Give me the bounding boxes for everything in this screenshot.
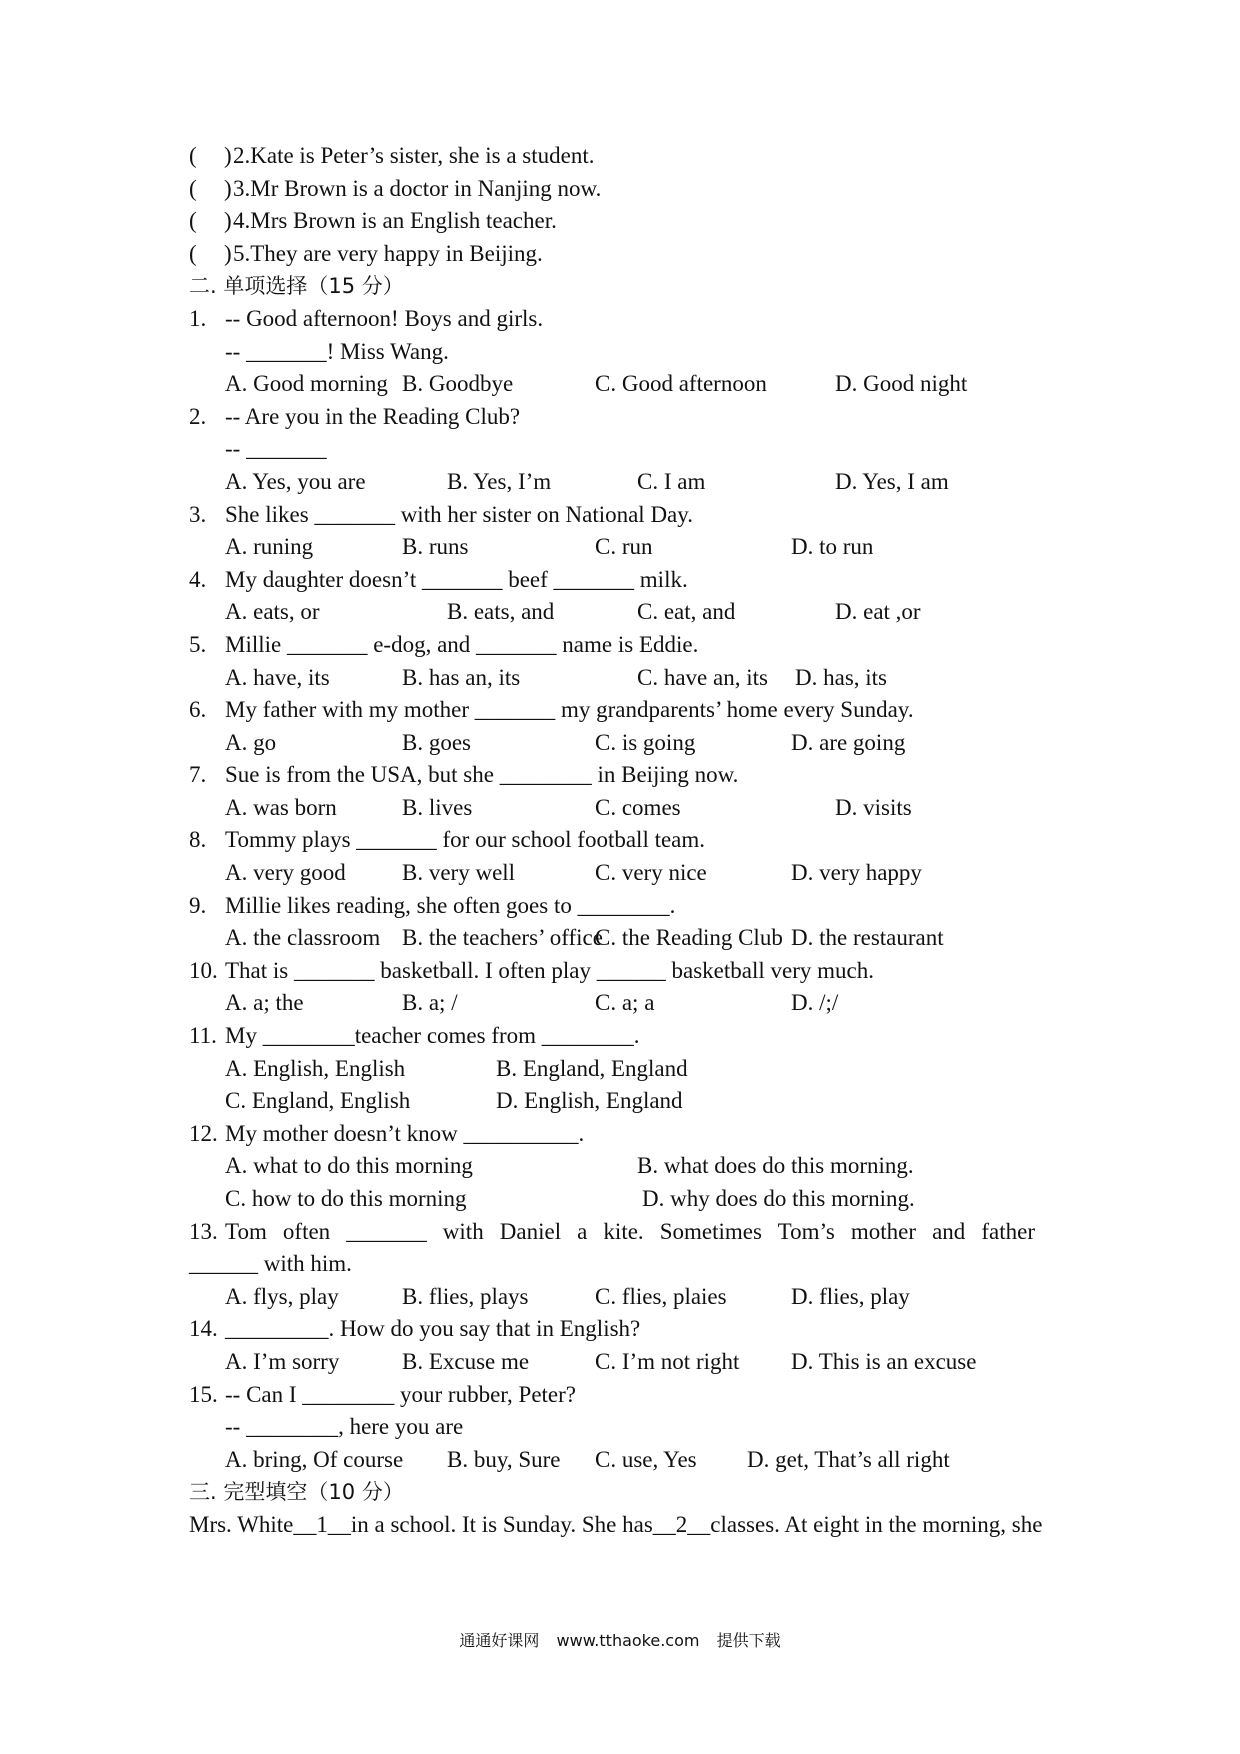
option-d: D. visits (835, 794, 912, 820)
option-d: D. are going (791, 729, 906, 755)
option-b: B. what does do this morning. (637, 1153, 914, 1179)
question-line (189, 955, 1069, 988)
option-d: D. the restaurant (791, 925, 944, 951)
option-d: D. flies, play (791, 1283, 910, 1309)
option-b: B. Excuse me (402, 1348, 530, 1374)
section-heading: 三. 完型填空（10 分） (189, 1480, 404, 1505)
question-line (189, 303, 1069, 336)
option-d: D. to run (791, 534, 874, 560)
question-number: 12. (189, 1120, 218, 1146)
question-number: 11. (189, 1023, 217, 1049)
option-d: D. Yes, I am (835, 468, 949, 494)
option-c: C. comes (595, 794, 681, 820)
option-d: D. /;/ (791, 990, 839, 1016)
question-text: Sue is from the USA, but she ________ in Beijing now. (225, 762, 739, 788)
option-c: C. Good afternoon (595, 371, 767, 397)
judgment-text: 3.Mr Brown is a doctor in Nanjing now. (233, 175, 602, 201)
options-row (189, 1053, 1069, 1086)
question-text: That is _______ basketball. I often play ______ basketball very much. (225, 957, 874, 983)
question-line (189, 824, 1069, 857)
question-text: -- Good afternoon! Boys and girls. (225, 305, 544, 331)
option-d: D. very happy (791, 860, 922, 886)
option-a: A. was born (225, 794, 337, 820)
question-text: Millie likes reading, she often goes to ________. (225, 892, 676, 918)
question-line (189, 401, 1069, 434)
option-c: C. run (595, 534, 653, 560)
judgment-item (189, 173, 1069, 206)
options-row (189, 596, 1069, 629)
question-text: -- ________, here you are (225, 1414, 464, 1440)
option-c: C. is going (595, 729, 696, 755)
question-number: 5. (189, 631, 207, 657)
option-c: C. flies, plaies (595, 1283, 727, 1309)
option-b: B. very well (402, 860, 516, 886)
option-d: D. Good night (835, 371, 968, 397)
options-row (189, 727, 1069, 760)
question-number: 14. (189, 1316, 218, 1342)
option-a: A. a; the (225, 990, 304, 1016)
question-line (189, 433, 1069, 466)
options-row (189, 1346, 1069, 1379)
option-c: C. have an, its (637, 664, 768, 690)
options-row (189, 1444, 1069, 1477)
question-line (189, 1313, 1069, 1346)
section-heading: 二. 单项选择（15 分） (189, 274, 404, 299)
option-c: C. very nice (595, 860, 707, 886)
option-c: C. I’m not right (595, 1348, 740, 1374)
question-number: 9. (189, 892, 207, 918)
option-d: D. English, England (496, 1088, 683, 1114)
question-line (189, 629, 1069, 662)
answer-paren-close: ) (224, 208, 232, 234)
question-line (189, 1216, 1069, 1249)
option-a: A. go (225, 729, 277, 755)
options-row (189, 466, 1069, 499)
question-line (189, 336, 1069, 369)
option-a: A. what to do this morning (225, 1153, 473, 1179)
option-c: C. I am (637, 468, 706, 494)
option-a: A. Good morning (225, 371, 388, 397)
option-b: B. flies, plays (402, 1283, 529, 1309)
option-b: B. lives (402, 794, 473, 820)
options-row (189, 1150, 1069, 1183)
judgment-item (189, 140, 1069, 173)
option-a: A. runing (225, 534, 314, 560)
question-line (189, 1248, 1069, 1281)
answer-paren-open: ( (189, 175, 197, 201)
option-a: A. very good (225, 860, 346, 886)
option-a: A. eats, or (225, 599, 320, 625)
question-text: My daughter doesn’t _______ beef _______ milk. (225, 566, 688, 592)
question-number: 10. (189, 957, 218, 983)
answer-paren-close: ) (224, 175, 232, 201)
question-line (189, 1118, 1069, 1151)
question-number: 7. (189, 762, 207, 788)
question-line (189, 759, 1069, 792)
judgment-text: 5.They are very happy in Beijing. (233, 240, 543, 266)
option-d: D. why does do this morning. (642, 1186, 915, 1211)
question-text: My ________teacher comes from ________. (225, 1023, 640, 1049)
question-number: 1. (189, 305, 207, 331)
option-b: B. Yes, I’m (447, 468, 552, 494)
question-text: -- Can I ________ your rubber, Peter? (225, 1381, 577, 1407)
question-text: -- _______! Miss Wang. (225, 338, 449, 364)
option-d: D. eat ,or (835, 599, 921, 625)
options-row (189, 1281, 1069, 1314)
option-c: C. eat, and (637, 599, 736, 625)
exam-page (189, 140, 1069, 1542)
option-b: B. Goodbye (402, 371, 514, 397)
question-number: 4. (189, 566, 207, 592)
page-footer (0, 1628, 1240, 1651)
option-b: B. England, England (496, 1055, 688, 1081)
option-a: A. flys, play (225, 1283, 339, 1309)
options-row (189, 662, 1069, 695)
question-text: She likes _______ with her sister on National Day. (225, 501, 694, 527)
question-text: _________. How do you say that in English? (225, 1316, 641, 1342)
question-text: Millie _______ e-dog, and _______ name is Eddie. (225, 631, 699, 657)
footer-note: 提供下载 (716, 1631, 781, 1650)
answer-paren-open: ( (189, 240, 197, 266)
options-row (189, 368, 1069, 401)
judgment-text: 4.Mrs Brown is an English teacher. (233, 208, 557, 234)
answer-paren-close: ) (224, 143, 232, 168)
question-line (189, 1020, 1069, 1053)
option-d: D. This is an excuse (791, 1348, 977, 1374)
question-text: Tom often _______ with Daniel a kite. Sometimes Tom’s mother and father (225, 1218, 1035, 1244)
question-text: My mother doesn’t know __________. (225, 1120, 585, 1146)
option-a: A. bring, Of course (225, 1446, 404, 1472)
question-number: 8. (189, 827, 207, 853)
options-row (189, 922, 1069, 955)
question-text: -- _______ (225, 436, 327, 462)
question-line (189, 694, 1069, 727)
question-text: ______ with him. (189, 1251, 352, 1277)
options-row (189, 1183, 1069, 1216)
option-a: A. the classroom (225, 925, 381, 951)
option-d: D. get, That’s all right (747, 1446, 950, 1472)
options-row (189, 987, 1069, 1020)
option-a: A. Yes, you are (225, 468, 366, 494)
options-row (189, 792, 1069, 825)
question-number: 13. (189, 1218, 218, 1244)
question-line (189, 1379, 1069, 1412)
options-row (189, 531, 1069, 564)
option-c: C. a; a (595, 990, 655, 1016)
answer-paren-open: ( (189, 208, 197, 234)
option-a: A. I’m sorry (225, 1348, 340, 1374)
option-b: B. the teachers’ office (402, 925, 603, 951)
question-text: My father with my mother _______ my grandparents’ home every Sunday. (225, 697, 914, 723)
option-b: B. goes (402, 729, 471, 755)
option-c: C. England, English (225, 1088, 411, 1114)
option-b: B. a; / (402, 990, 458, 1016)
question-line (189, 890, 1069, 923)
option-b: B. runs (402, 534, 469, 560)
option-c: C. use, Yes (595, 1446, 697, 1472)
options-row (189, 857, 1069, 890)
question-number: 2. (189, 403, 207, 429)
question-number: 3. (189, 501, 207, 527)
option-b: B. has an, its (402, 664, 521, 690)
option-a: A. English, English (225, 1055, 406, 1081)
option-b: B. eats, and (447, 599, 555, 625)
footer-site: 通通好课网 (459, 1631, 540, 1650)
question-line (189, 564, 1069, 597)
question-number: 15. (189, 1381, 218, 1407)
question-text: Tommy plays _______ for our school football team. (225, 827, 706, 853)
question-line (189, 499, 1069, 532)
answer-paren-open: ( (189, 143, 197, 168)
option-b: B. buy, Sure (447, 1446, 561, 1472)
cloze-paragraph: Mrs. White__1__in a school. It is Sunday. She has__2__classes. At eight in the morning, she (189, 1511, 1043, 1537)
option-c: C. how to do this morning (225, 1186, 467, 1211)
question-text: -- Are you in the Reading Club? (225, 403, 521, 429)
option-a: A. have, its (225, 664, 330, 690)
judgment-item (189, 238, 1069, 271)
judgment-text: 2.Kate is Peter’s sister, she is a student. (233, 143, 595, 168)
question-number: 6. (189, 697, 207, 723)
option-c: C. the Reading Club (595, 925, 783, 951)
judgment-item (189, 205, 1069, 238)
option-d: D. has, its (795, 664, 887, 690)
footer-url: www.tthaoke.com (556, 1631, 700, 1650)
answer-paren-close: ) (224, 240, 232, 266)
options-row (189, 1085, 1069, 1118)
question-line (189, 1411, 1069, 1444)
